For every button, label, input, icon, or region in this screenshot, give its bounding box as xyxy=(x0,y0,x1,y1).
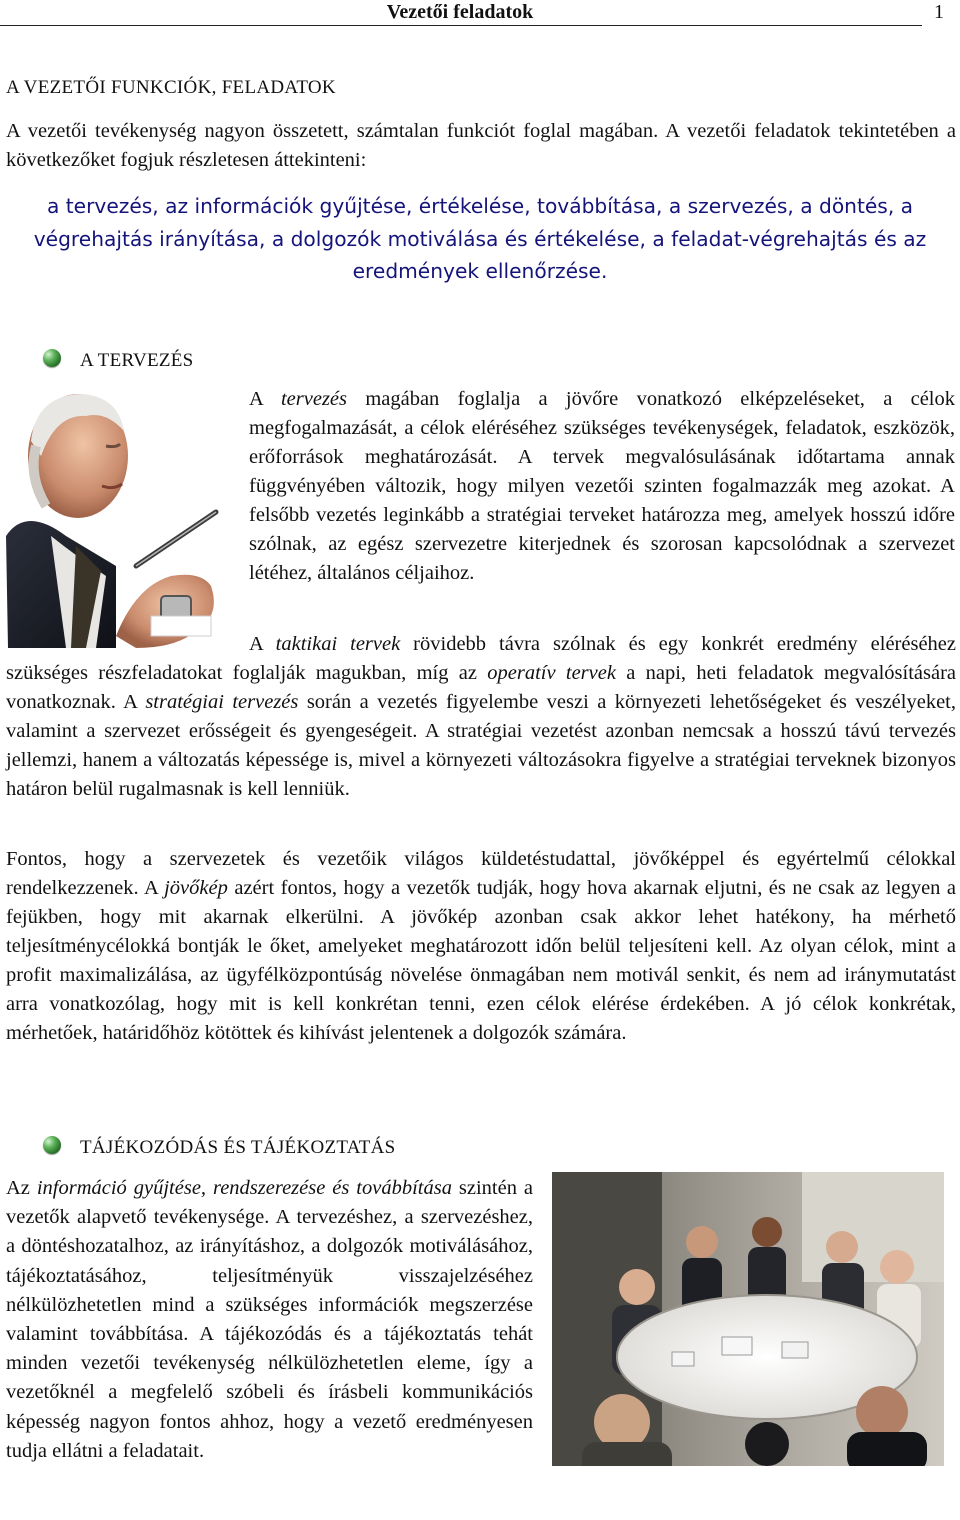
header-rule xyxy=(0,25,922,26)
green-globe-bullet-icon xyxy=(43,349,61,367)
tervezes-paragraph-2: A taktikai tervek rövidebb távra szólnak és egy konkrét eredmény eléréséhez szükséges részfeladatokat foglalják magukban, míg az operatív tervek a napi, heti feladatok megvalósítására vonatkoznak. A stratégiai tervezés során a vezetés figyelembe veszi a környezeti lehetőségeket és veszélyeket, valamint a szervezet erősségeit és gyengeségeit. A stratégiai vezetést azonban nemcsak a hosszú távú tervezés jellemzi, hanem a változatás képessége is, mivel a környezeti változásokra figyelve a stratégiai terveknek bizonyos határon belül rugalmasnak is kell lenniük. xyxy=(6,633,956,800)
section-heading-tervezes: A TERVEZÉS xyxy=(80,350,194,371)
main-title: A VEZETŐI FUNKCIÓK, FELADATOK xyxy=(6,77,336,98)
business-meeting-photo xyxy=(552,1172,944,1466)
running-header-title: Vezetői feladatok xyxy=(386,1,534,23)
highlighted-topics: a tervezés, az információk gyűjtése, értékelése, továbbítása, a szervezés, a döntés, a végrehajtás irányítása, a dolgozók motiválása és értékelése, a feladat-végrehajtás és az eredmények ellenőrzése. xyxy=(33,194,927,283)
green-globe-bullet-icon xyxy=(43,1136,61,1154)
tervezes-paragraph-1: A tervezés magában foglalja a jövőre vonatkozó elképzeléseket, a célok megfogalmazását, a célok eléréséhez szükséges tevékenységek, feladatok, eszközök, erőforrások meghatározását. A tervek megvalósulásának időtartama annak függvényében változik, hogy milyen vezetői szinten fogalmazzák meg azokat. A felsőbb vezetés leginkább a stratégiai terveket határozza meg, amelyek hosszú időre szólnak, az egész szervezetre kiterjednek és szorosan kapcsolódnak a szervezet létéhez, általános céljaihoz. xyxy=(249,388,955,584)
page-number: 1 xyxy=(934,1,944,23)
tervezes-paragraph-3: Fontos, hogy a szervezetek és vezetőik világos küldetéstudattal, jövőképpel és egyértelmű célokkal rendelkezzenek. A jövőkép azért fontos, hogy a vezetők tudják, hogy hova akarnak eljutni, és ne csak az legyen a fejükben, hogy mit akarnak elkerülni. A jövőkép azonban csak akkor lehet hatékony, ha mérhető teljesítménycélokká bontják le őket, amelyeket meghatározott időn belül teljesíteni kell. Az olyan célok, mint a profit maximalizálása, az ügyfélközpontúság növelése önmagában nem motivál senkit, és nem ad iránymutatást arra vonatkozólag, hogy mit is kell konkrétan tenni, ezen célok elérése érdekében. A jó célok konkrétak, mérhetőek, határidőhöz kötöttek és kihívást jelentenek a dolgozók számára. xyxy=(6,848,957,1044)
tajekozodas-paragraph: Az információ gyűjtése, rendszerezése és továbbítása szintén a vezetők alapvető tevékenysége. A tervezéshez, a szervezéshez, a döntéshozatalhoz, az irányításhoz, a dolgozók motiválásához, tájékoztatásához, teljesítményük visszajelzéséhez nélkülözhetetlen mind a szükséges információk megszerzése valamint továbbítása. A tájékozódás és a tájékoztatás tehát minden vezetői tevékenység nélkülözhetetlen eleme, így a vezetőknél a megfelelő szóbeli és írásbeli kommunikációs képesség nagyon fontos ahhoz, hogy a vezető eredményesen tudja ellátni a feladatait. xyxy=(6,1177,533,1462)
businessman-with-pen-photo xyxy=(6,386,232,648)
intro-paragraph: A vezetői tevékenység nagyon összetett, számtalan funkciót foglal magában. A vezetői feladatok tekintetében a következőket fogjuk részletesen áttekinteni: xyxy=(6,120,956,171)
section-heading-tajekozodas: TÁJÉKOZÓDÁS ÉS TÁJÉKOZTATÁS xyxy=(80,1137,396,1158)
